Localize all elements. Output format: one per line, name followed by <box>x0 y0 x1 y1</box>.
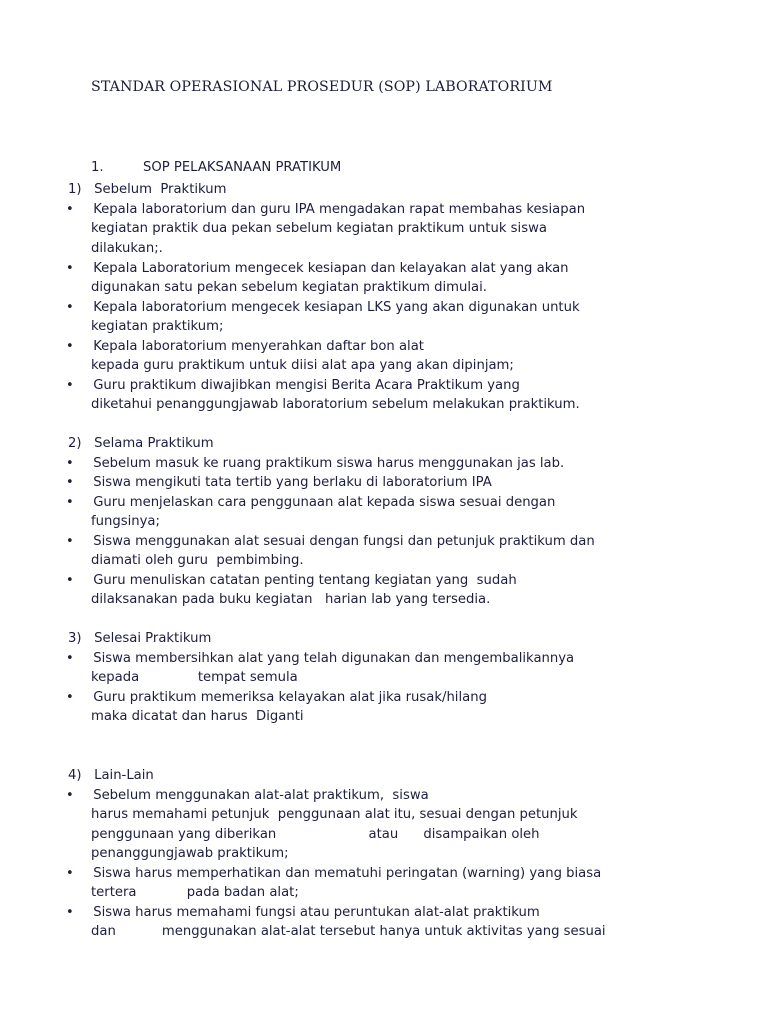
list-item-line: kegiatan praktikum; <box>91 319 224 334</box>
list-item-line: Kepala laboratorium mengecek kesiapan LKS yang akan digunakan untuk <box>89 300 580 315</box>
list-item-line: Guru menuliskan catatan penting tentang kegiatan yang sudah <box>89 573 517 588</box>
bullet-icon: • <box>66 475 74 490</box>
bullet-icon: • <box>66 788 74 803</box>
bullet-icon: • <box>66 573 74 588</box>
list-item-line: Guru praktikum diwajibkan mengisi Berita Acara Praktikum yang <box>89 378 520 393</box>
list-item-line: tertera pada badan alat; <box>91 885 299 900</box>
list-item-line: diamati oleh guru pembimbing. <box>91 553 304 568</box>
list-item-line: diketahui penanggungjawab laboratorium sebelum melakukan praktikum. <box>91 397 580 412</box>
list-item-line: Guru praktikum memeriksa kelayakan alat jika rusak/hilang <box>89 690 487 705</box>
bullet-icon: • <box>66 261 74 276</box>
list-item-line: kegiatan praktik dua pekan sebelum kegiatan praktikum untuk siswa <box>91 221 547 236</box>
list-item-line: Guru menjelaskan cara penggunaan alat kepada siswa sesuai dengan <box>89 495 556 510</box>
list-item-line: Sebelum menggunakan alat-alat praktikum, siswa <box>89 788 429 803</box>
bullet-icon: • <box>66 534 74 549</box>
part-heading-selama: 2) Selama Praktikum <box>68 436 214 451</box>
list-item-line: fungsinya; <box>91 514 160 529</box>
bullet-icon: • <box>66 339 74 354</box>
list-item-line: dilaksanakan pada buku kegiatan harian lab yang tersedia. <box>91 592 491 607</box>
bullet-icon: • <box>66 202 74 217</box>
list-item-line: penggunaan yang diberikan atau disampaikan oleh <box>91 827 540 842</box>
part-heading-lain-lain: 4) Lain-Lain <box>68 768 154 783</box>
bullet-icon: • <box>66 378 74 393</box>
list-item-line: maka dicatat dan harus Diganti <box>91 709 304 724</box>
document-title: STANDAR OPERASIONAL PROSEDUR (SOP) LABORATORIUM <box>91 79 553 95</box>
list-item-line: penanggungjawab praktikum; <box>91 846 289 861</box>
list-item-line: Kepala Laboratorium mengecek kesiapan dan kelayakan alat yang akan <box>89 261 569 276</box>
list-item-line: Kepala laboratorium menyerahkan daftar bon alat <box>89 339 424 354</box>
bullet-icon: • <box>66 866 74 881</box>
list-item-line: Siswa mengikuti tata tertib yang berlaku di laboratorium IPA <box>89 475 492 490</box>
list-item-line: Siswa menggunakan alat sesuai dengan fungsi dan petunjuk praktikum dan <box>89 534 595 549</box>
list-item-line: dan menggunakan alat-alat tersebut hanya untuk aktivitas yang sesuai <box>91 924 606 939</box>
list-item-line: digunakan satu pekan sebelum kegiatan praktikum dimulai. <box>91 280 487 295</box>
section-number: 1. <box>91 160 104 175</box>
list-item-line: Siswa harus memahami fungsi atau peruntukan alat-alat praktikum <box>89 905 540 920</box>
bullet-icon: • <box>66 651 74 666</box>
list-item-line: Siswa membersihkan alat yang telah digunakan dan mengembalikannya <box>89 651 575 666</box>
section-title: SOP PELAKSANAAN PRATIKUM <box>143 160 342 175</box>
list-item-line: Siswa harus memperhatikan dan mematuhi peringatan (warning) yang biasa <box>89 866 602 881</box>
bullet-icon: • <box>66 456 74 471</box>
part-heading-selesai: 3) Selesai Praktikum <box>68 631 212 646</box>
bullet-icon: • <box>66 905 74 920</box>
list-item-line: kepada tempat semula <box>91 670 298 685</box>
list-item-line: Kepala laboratorium dan guru IPA mengadakan rapat membahas kesiapan <box>89 202 586 217</box>
list-item-line: Sebelum masuk ke ruang praktikum siswa harus menggunakan jas lab. <box>89 456 565 471</box>
list-item-line: harus memahami petunjuk penggunaan alat itu, sesuai dengan petunjuk <box>91 807 578 822</box>
list-item-line: dilakukan;. <box>91 241 163 256</box>
list-item-line: kepada guru praktikum untuk diisi alat apa yang akan dipinjam; <box>91 358 514 373</box>
bullet-icon: • <box>66 300 74 315</box>
part-heading-sebelum: 1) Sebelum Praktikum <box>68 182 227 197</box>
bullet-icon: • <box>66 495 74 510</box>
bullet-icon: • <box>66 690 74 705</box>
